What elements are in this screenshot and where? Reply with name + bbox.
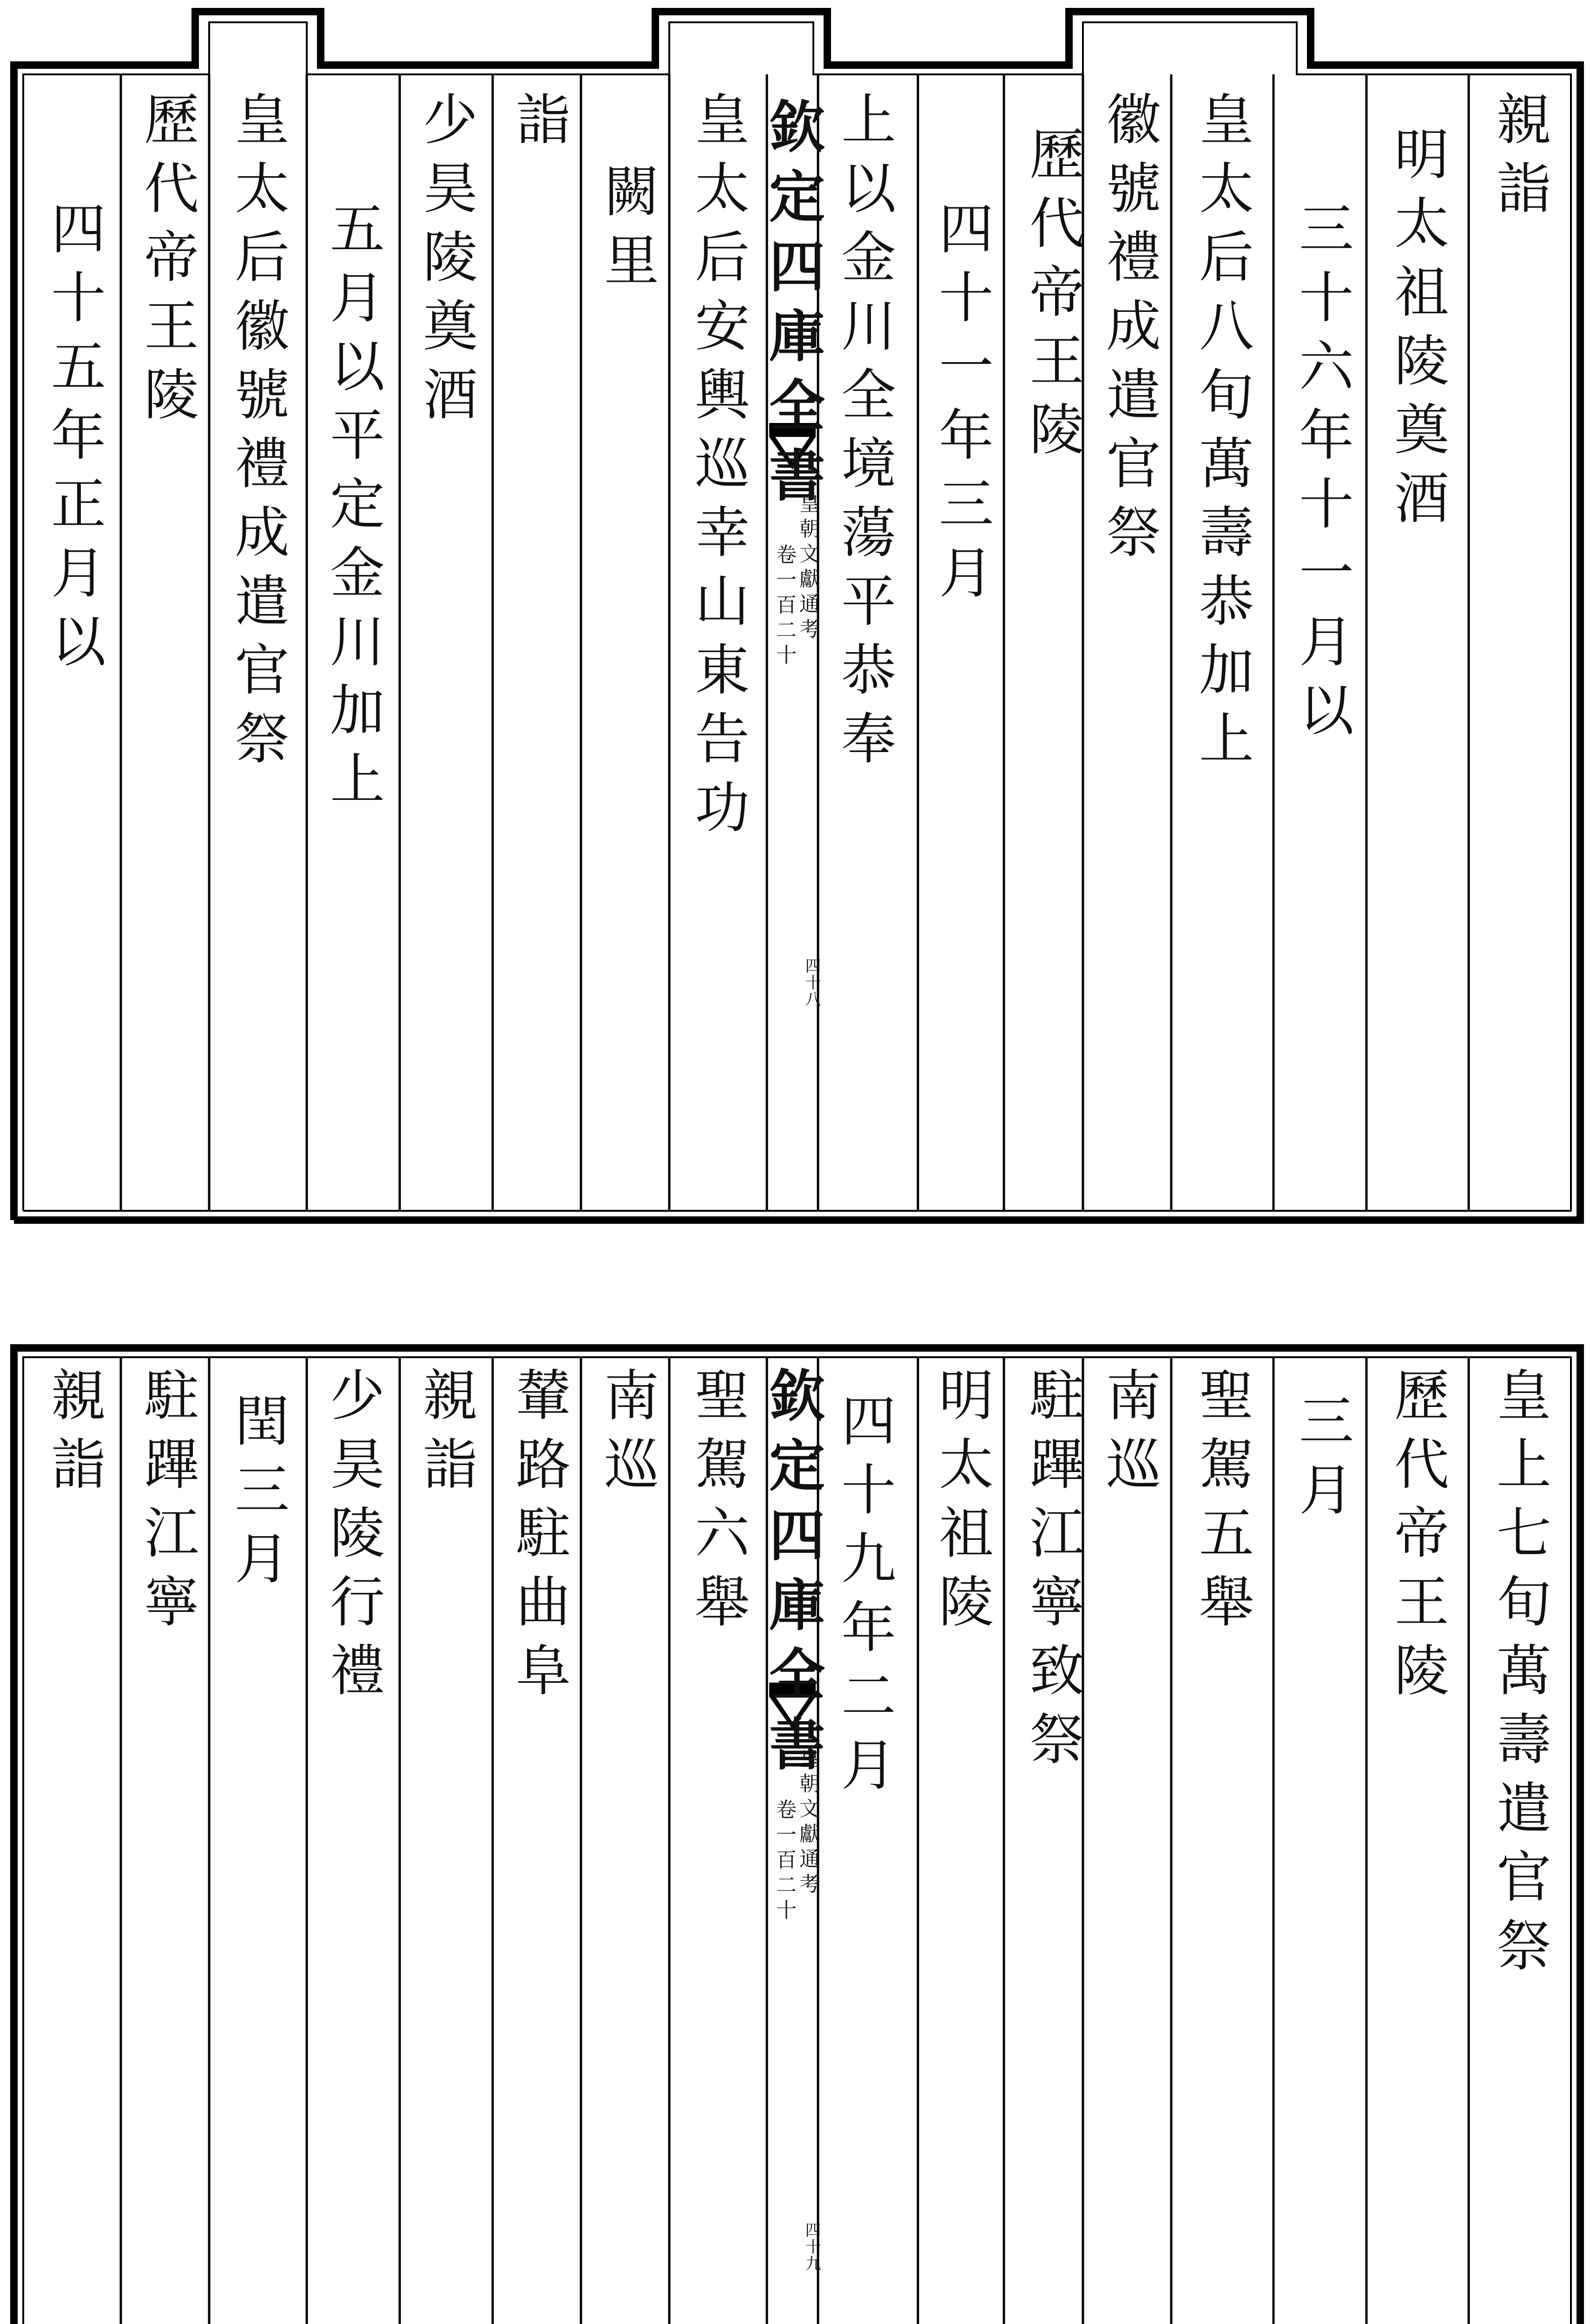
top-folio: 四十八 [802, 957, 821, 1008]
bottom-text-col-4: 聖駕五舉 [1190, 1367, 1254, 1642]
bottom-text-col-11: 輦路駐曲阜 [507, 1367, 571, 1710]
top-text-col-16: 四十五年正月以 [42, 200, 106, 681]
top-text-col-4: 皇太后八旬萬壽恭加上 [1190, 91, 1254, 779]
top-text-col-13: 五月以平定金川加上 [321, 200, 385, 819]
top-text-col-12: 少昊陵奠酒 [414, 91, 478, 435]
top-text-col-5: 徽號禮成遣官祭 [1097, 91, 1161, 572]
bottom-text-col-1: 皇上七旬萬壽遣官祭 [1487, 1367, 1551, 1986]
bottom-fish-tail-volume: 卷一百二十 [772, 1799, 796, 1924]
top-text-col-10: 闕里 [595, 163, 659, 300]
bottom-page [0, 1339, 1590, 2324]
top-text-col-3: 三十六年十一月以 [1290, 200, 1354, 750]
top-text-col-11: 詣 [507, 91, 571, 159]
top-text-col-14: 皇太后徽號禮成遣官祭 [225, 91, 290, 779]
top-text-col-9: 皇太后安輿巡幸山東告功 [686, 91, 750, 847]
bottom-text-col-6: 駐蹕江寧致祭 [1020, 1367, 1084, 1779]
bottom-text-col-12: 親詣 [414, 1367, 478, 1504]
bottom-text-col-2: 歷代帝王陵 [1385, 1367, 1449, 1710]
bottom-center-title: 欽定四庫全書 [760, 1367, 825, 1785]
top-text-col-6: 歷代帝王陵 [1020, 125, 1084, 469]
bottom-text-col-16: 親詣 [42, 1367, 106, 1504]
bottom-text-col-9: 聖駕六舉 [686, 1367, 750, 1642]
bottom-folio: 四十九 [802, 2222, 821, 2272]
bottom-text-col-3: 三月 [1290, 1392, 1354, 1530]
bottom-text-col-8: 四十九年二月 [832, 1392, 896, 1805]
top-text-col-2: 明太祖陵奠酒 [1385, 125, 1449, 538]
top-text-col-15: 歷代帝王陵 [135, 91, 199, 435]
bottom-text-col-15: 駐蹕江寧 [135, 1367, 199, 1642]
top-fish-tail-book: 皇朝文獻通考 [796, 493, 819, 643]
bottom-fish-tail-book: 皇朝文獻通考 [796, 1748, 819, 1898]
top-text-col-7: 四十一年三月 [930, 200, 994, 613]
bottom-text-col-14: 閏三月 [225, 1392, 290, 1598]
top-fish-tail-volume: 卷一百二十 [772, 544, 796, 669]
bottom-text-col-5: 南巡 [1097, 1367, 1161, 1504]
bottom-text-col-7: 明太祖陵 [930, 1367, 994, 1642]
bottom-text-col-13: 少昊陵行禮 [321, 1367, 385, 1710]
top-text-col-1: 親詣 [1487, 91, 1551, 228]
bottom-text-col-10: 南巡 [595, 1367, 659, 1504]
top-center-title: 欽定四庫全書 [760, 98, 825, 516]
top-text-col-8: 上以金川全境蕩平恭奉 [832, 91, 896, 779]
